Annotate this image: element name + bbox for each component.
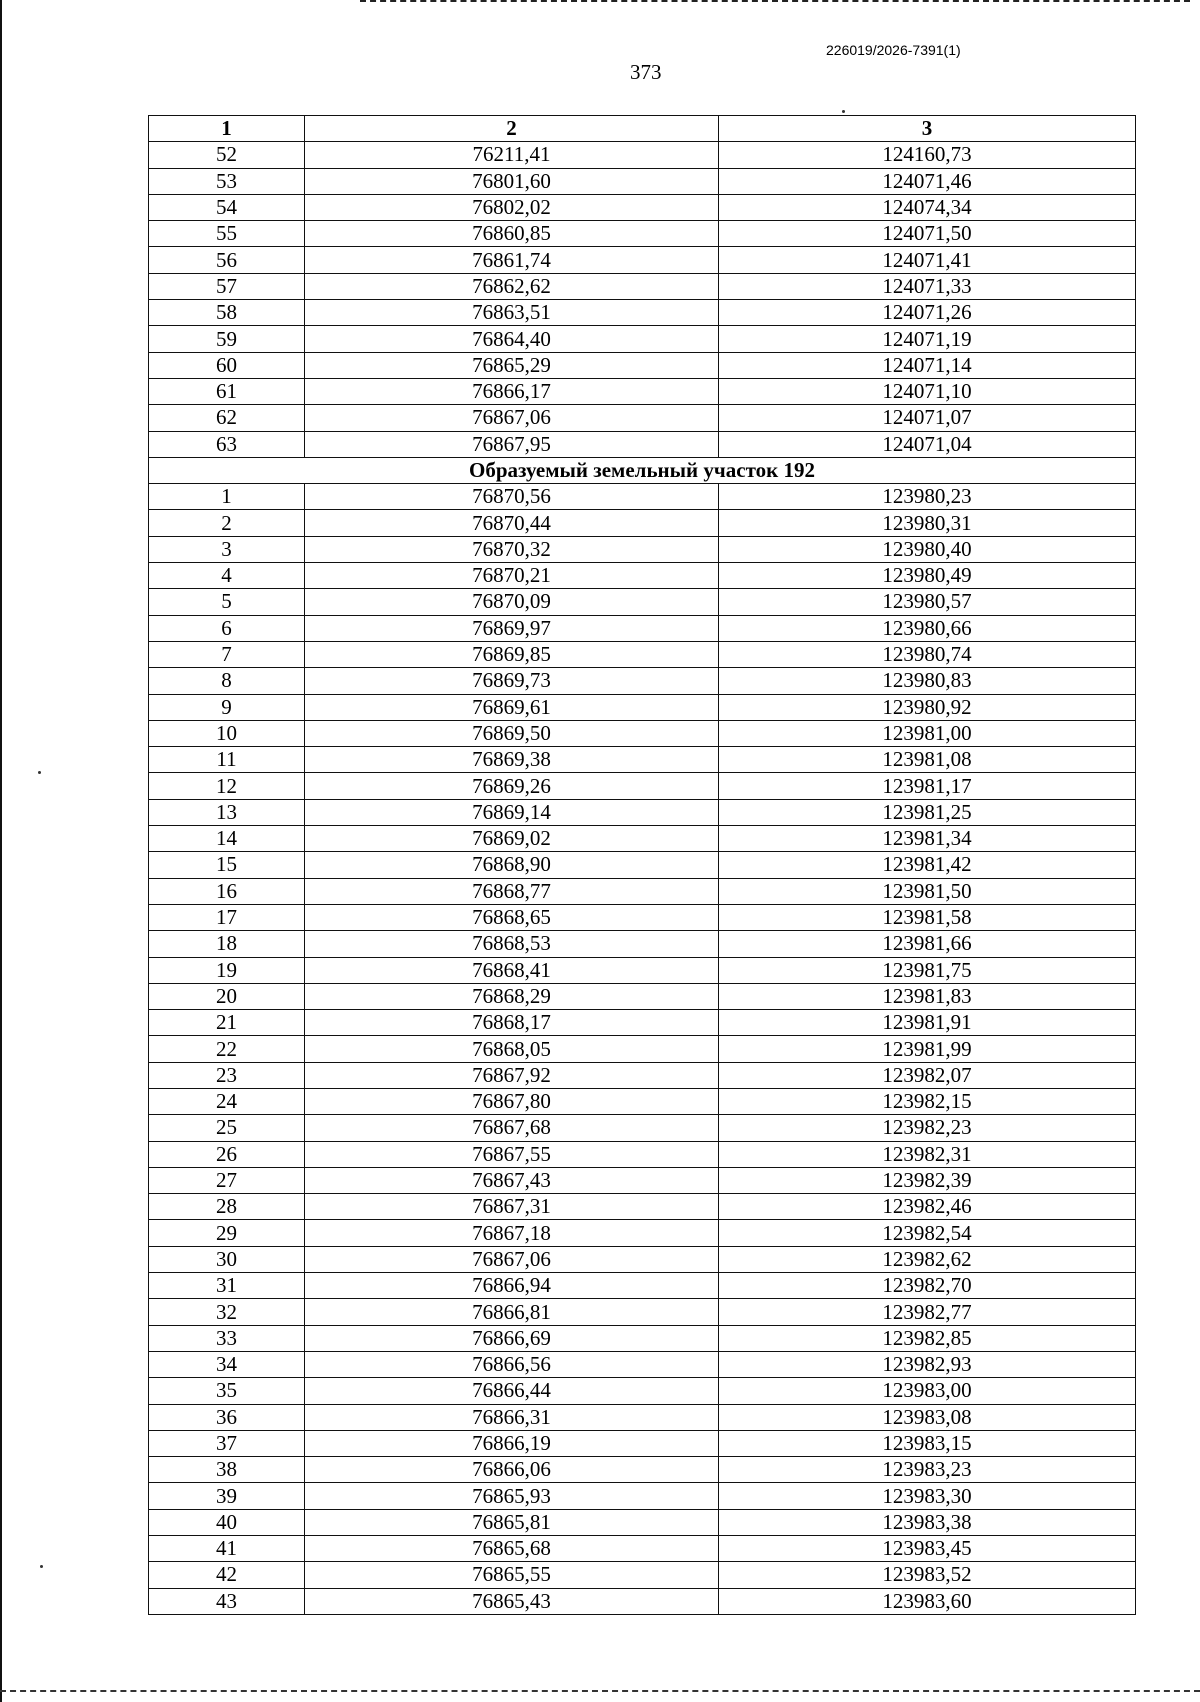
x-coordinate-cell: 76870,44 [305,510,719,536]
x-coordinate-cell: 76867,80 [305,1088,719,1114]
section-title: Образуемый земельный участок 192 [149,457,1136,483]
point-number-cell: 60 [149,352,305,378]
y-coordinate-cell: 123983,08 [719,1404,1136,1430]
x-coordinate-cell: 76865,93 [305,1483,719,1509]
point-number-cell: 52 [149,142,305,168]
page-number: 373 [630,60,662,84]
table-row [149,1562,1136,1588]
table-row [149,773,1136,799]
y-coordinate-cell: 123981,50 [719,878,1136,904]
y-coordinate-cell: 124160,73 [719,142,1136,168]
x-coordinate-cell: 76869,73 [305,668,719,694]
page-edge [0,0,2,1702]
x-coordinate-cell: 76868,90 [305,852,719,878]
y-coordinate-cell: 123981,58 [719,904,1136,930]
point-number-cell: 37 [149,1430,305,1456]
scan-artifact-bottom [0,1690,1200,1694]
point-number-cell: 40 [149,1509,305,1535]
point-number-cell: 31 [149,1273,305,1299]
table-row [149,378,1136,404]
x-coordinate-cell: 76868,77 [305,878,719,904]
x-coordinate-cell: 76867,92 [305,1062,719,1088]
table-row [149,1220,1136,1246]
y-coordinate-cell: 123981,42 [719,852,1136,878]
x-coordinate-cell: 76868,29 [305,983,719,1009]
point-number-cell: 7 [149,641,305,667]
table-row [149,720,1136,746]
point-number-cell: 43 [149,1588,305,1614]
point-number-cell: 57 [149,273,305,299]
x-coordinate-cell: 76864,40 [305,326,719,352]
table-row [149,878,1136,904]
table-row [149,589,1136,615]
table-row [149,536,1136,562]
point-number-cell: 15 [149,852,305,878]
table-row [149,983,1136,1009]
x-coordinate-cell: 76867,18 [305,1220,719,1246]
table-row [149,1483,1136,1509]
table-row [149,615,1136,641]
table-row [149,1430,1136,1456]
x-coordinate-cell: 76870,56 [305,484,719,510]
point-number-cell: 3 [149,536,305,562]
y-coordinate-cell: 124071,07 [719,405,1136,431]
x-coordinate-cell: 76866,06 [305,1457,719,1483]
point-number-cell: 29 [149,1220,305,1246]
section-title-row [149,457,1136,483]
table-row [149,247,1136,273]
table-row [149,826,1136,852]
x-coordinate-cell: 76869,26 [305,773,719,799]
x-coordinate-cell: 76868,05 [305,1036,719,1062]
x-coordinate-cell: 76866,17 [305,378,719,404]
table-row [149,431,1136,457]
x-coordinate-cell: 76211,41 [305,142,719,168]
y-coordinate-cell: 123981,99 [719,1036,1136,1062]
y-coordinate-cell: 123981,00 [719,720,1136,746]
y-coordinate-cell: 123980,23 [719,484,1136,510]
point-number-cell: 2 [149,510,305,536]
table-header-row [149,116,1136,142]
x-coordinate-cell: 76866,19 [305,1430,719,1456]
x-coordinate-cell: 76869,02 [305,826,719,852]
y-coordinate-cell: 123982,15 [719,1088,1136,1114]
point-number-cell: 36 [149,1404,305,1430]
x-coordinate-cell: 76868,65 [305,904,719,930]
table-row [149,142,1136,168]
x-coordinate-cell: 76869,61 [305,694,719,720]
y-coordinate-cell: 124071,19 [719,326,1136,352]
table-row [149,1088,1136,1114]
scan-artifact-top [360,0,1190,4]
table-row [149,904,1136,930]
point-number-cell: 8 [149,668,305,694]
x-coordinate-cell: 76870,09 [305,589,719,615]
y-coordinate-cell: 123982,62 [719,1246,1136,1272]
y-coordinate-cell: 123981,66 [719,931,1136,957]
y-coordinate-cell: 124071,33 [719,273,1136,299]
table-row [149,852,1136,878]
point-number-cell: 19 [149,957,305,983]
x-coordinate-cell: 76866,94 [305,1273,719,1299]
y-coordinate-cell: 123980,66 [719,615,1136,641]
table-row [149,300,1136,326]
y-coordinate-cell: 123983,60 [719,1588,1136,1614]
point-number-cell: 24 [149,1088,305,1114]
y-coordinate-cell: 123982,31 [719,1141,1136,1167]
table-row [149,1325,1136,1351]
table-row [149,668,1136,694]
table-row [149,1299,1136,1325]
y-coordinate-cell: 124071,50 [719,221,1136,247]
x-coordinate-cell: 76869,38 [305,747,719,773]
table-row [149,273,1136,299]
point-number-cell: 41 [149,1536,305,1562]
point-number-cell: 1 [149,484,305,510]
y-coordinate-cell: 123981,75 [719,957,1136,983]
table-row [149,694,1136,720]
coordinates-table [148,115,1136,1615]
point-number-cell: 13 [149,799,305,825]
point-number-cell: 58 [149,300,305,326]
table-row [149,221,1136,247]
table-row [149,1141,1136,1167]
table-row [149,1378,1136,1404]
point-number-cell: 35 [149,1378,305,1404]
table-row [149,510,1136,536]
x-coordinate-cell: 76863,51 [305,300,719,326]
x-coordinate-cell: 76867,55 [305,1141,719,1167]
table-row [149,1246,1136,1272]
y-coordinate-cell: 124071,46 [719,168,1136,194]
point-number-cell: 38 [149,1457,305,1483]
table-row [149,931,1136,957]
x-coordinate-cell: 76868,53 [305,931,719,957]
point-number-cell: 42 [149,1562,305,1588]
x-coordinate-cell: 76866,44 [305,1378,719,1404]
table-row [149,563,1136,589]
table-row [149,799,1136,825]
table-row [149,1509,1136,1535]
y-coordinate-cell: 123981,25 [719,799,1136,825]
point-number-cell: 34 [149,1351,305,1377]
point-number-cell: 55 [149,221,305,247]
point-number-cell: 33 [149,1325,305,1351]
x-coordinate-cell: 76866,56 [305,1351,719,1377]
point-number-cell: 18 [149,931,305,957]
y-coordinate-cell: 123982,07 [719,1062,1136,1088]
point-number-cell: 22 [149,1036,305,1062]
x-coordinate-cell: 76865,29 [305,352,719,378]
table-row [149,1115,1136,1141]
y-coordinate-cell: 123982,93 [719,1351,1136,1377]
x-coordinate-cell: 76867,68 [305,1115,719,1141]
x-coordinate-cell: 76866,69 [305,1325,719,1351]
x-coordinate-cell: 76865,55 [305,1562,719,1588]
x-coordinate-cell: 76869,85 [305,641,719,667]
y-coordinate-cell: 123980,74 [719,641,1136,667]
point-number-cell: 59 [149,326,305,352]
x-coordinate-cell: 76867,95 [305,431,719,457]
x-coordinate-cell: 76867,06 [305,1246,719,1272]
document-code: 226019/2026-7391(1) [826,42,961,58]
y-coordinate-cell: 123980,31 [719,510,1136,536]
point-number-cell: 5 [149,589,305,615]
x-coordinate-cell: 76869,14 [305,799,719,825]
point-number-cell: 9 [149,694,305,720]
y-coordinate-cell: 123983,23 [719,1457,1136,1483]
y-coordinate-cell: 123982,23 [719,1115,1136,1141]
y-coordinate-cell: 123982,70 [719,1273,1136,1299]
point-number-cell: 14 [149,826,305,852]
point-number-cell: 54 [149,194,305,220]
table-row [149,1194,1136,1220]
point-number-cell: 30 [149,1246,305,1272]
y-coordinate-cell: 123981,17 [719,773,1136,799]
x-coordinate-cell: 76861,74 [305,247,719,273]
table-row [149,405,1136,431]
header-cell-point: 1 [149,116,305,142]
table-row [149,747,1136,773]
y-coordinate-cell: 123980,83 [719,668,1136,694]
y-coordinate-cell: 124071,26 [719,300,1136,326]
y-coordinate-cell: 123982,46 [719,1194,1136,1220]
table-row [149,1167,1136,1193]
table-row [149,1036,1136,1062]
table-row [149,641,1136,667]
y-coordinate-cell: 123983,15 [719,1430,1136,1456]
x-coordinate-cell: 76865,68 [305,1536,719,1562]
table-row [149,168,1136,194]
y-coordinate-cell: 123983,00 [719,1378,1136,1404]
table-row [149,194,1136,220]
x-coordinate-cell: 76865,43 [305,1588,719,1614]
y-coordinate-cell: 123980,49 [719,563,1136,589]
y-coordinate-cell: 124071,04 [719,431,1136,457]
y-coordinate-cell: 123982,54 [719,1220,1136,1246]
point-number-cell: 26 [149,1141,305,1167]
x-coordinate-cell: 76862,62 [305,273,719,299]
point-number-cell: 53 [149,168,305,194]
point-number-cell: 10 [149,720,305,746]
y-coordinate-cell: 123982,77 [719,1299,1136,1325]
y-coordinate-cell: 124071,14 [719,352,1136,378]
table-row [149,1351,1136,1377]
header-cell-x: 2 [305,116,719,142]
point-number-cell: 16 [149,878,305,904]
y-coordinate-cell: 123981,08 [719,747,1136,773]
y-coordinate-cell: 123980,92 [719,694,1136,720]
point-number-cell: 27 [149,1167,305,1193]
point-number-cell: 6 [149,615,305,641]
x-coordinate-cell: 76870,32 [305,536,719,562]
y-coordinate-cell: 123981,91 [719,1010,1136,1036]
scan-speck [842,110,845,113]
x-coordinate-cell: 76868,17 [305,1010,719,1036]
header-cell-y: 3 [719,116,1136,142]
table-row [149,352,1136,378]
y-coordinate-cell: 123983,52 [719,1562,1136,1588]
x-coordinate-cell: 76867,06 [305,405,719,431]
x-coordinate-cell: 76869,97 [305,615,719,641]
y-coordinate-cell: 123983,38 [719,1509,1136,1535]
y-coordinate-cell: 123983,45 [719,1536,1136,1562]
point-number-cell: 23 [149,1062,305,1088]
point-number-cell: 4 [149,563,305,589]
table-row [149,957,1136,983]
y-coordinate-cell: 123981,83 [719,983,1136,1009]
table-row [149,1536,1136,1562]
point-number-cell: 12 [149,773,305,799]
table-row [149,1273,1136,1299]
point-number-cell: 56 [149,247,305,273]
point-number-cell: 20 [149,983,305,1009]
table-row [149,1588,1136,1614]
y-coordinate-cell: 123980,57 [719,589,1136,615]
y-coordinate-cell: 123980,40 [719,536,1136,562]
point-number-cell: 63 [149,431,305,457]
table-row [149,1457,1136,1483]
table-row [149,1010,1136,1036]
table-row [149,1062,1136,1088]
table-row [149,484,1136,510]
point-number-cell: 21 [149,1010,305,1036]
x-coordinate-cell: 76865,81 [305,1509,719,1535]
point-number-cell: 32 [149,1299,305,1325]
x-coordinate-cell: 76801,60 [305,168,719,194]
x-coordinate-cell: 76866,31 [305,1404,719,1430]
y-coordinate-cell: 123982,85 [719,1325,1136,1351]
point-number-cell: 61 [149,378,305,404]
y-coordinate-cell: 124071,10 [719,378,1136,404]
point-number-cell: 25 [149,1115,305,1141]
scan-speck [38,771,41,774]
y-coordinate-cell: 124074,34 [719,194,1136,220]
x-coordinate-cell: 76866,81 [305,1299,719,1325]
x-coordinate-cell: 76867,43 [305,1167,719,1193]
coordinates-table-body [149,116,1136,1615]
x-coordinate-cell: 76860,85 [305,221,719,247]
y-coordinate-cell: 123981,34 [719,826,1136,852]
x-coordinate-cell: 76869,50 [305,720,719,746]
y-coordinate-cell: 123983,30 [719,1483,1136,1509]
x-coordinate-cell: 76870,21 [305,563,719,589]
point-number-cell: 17 [149,904,305,930]
point-number-cell: 62 [149,405,305,431]
y-coordinate-cell: 123982,39 [719,1167,1136,1193]
table-row [149,1404,1136,1430]
point-number-cell: 28 [149,1194,305,1220]
x-coordinate-cell: 76802,02 [305,194,719,220]
y-coordinate-cell: 124071,41 [719,247,1136,273]
x-coordinate-cell: 76868,41 [305,957,719,983]
scan-speck [40,1565,43,1568]
x-coordinate-cell: 76867,31 [305,1194,719,1220]
point-number-cell: 11 [149,747,305,773]
point-number-cell: 39 [149,1483,305,1509]
table-row [149,326,1136,352]
